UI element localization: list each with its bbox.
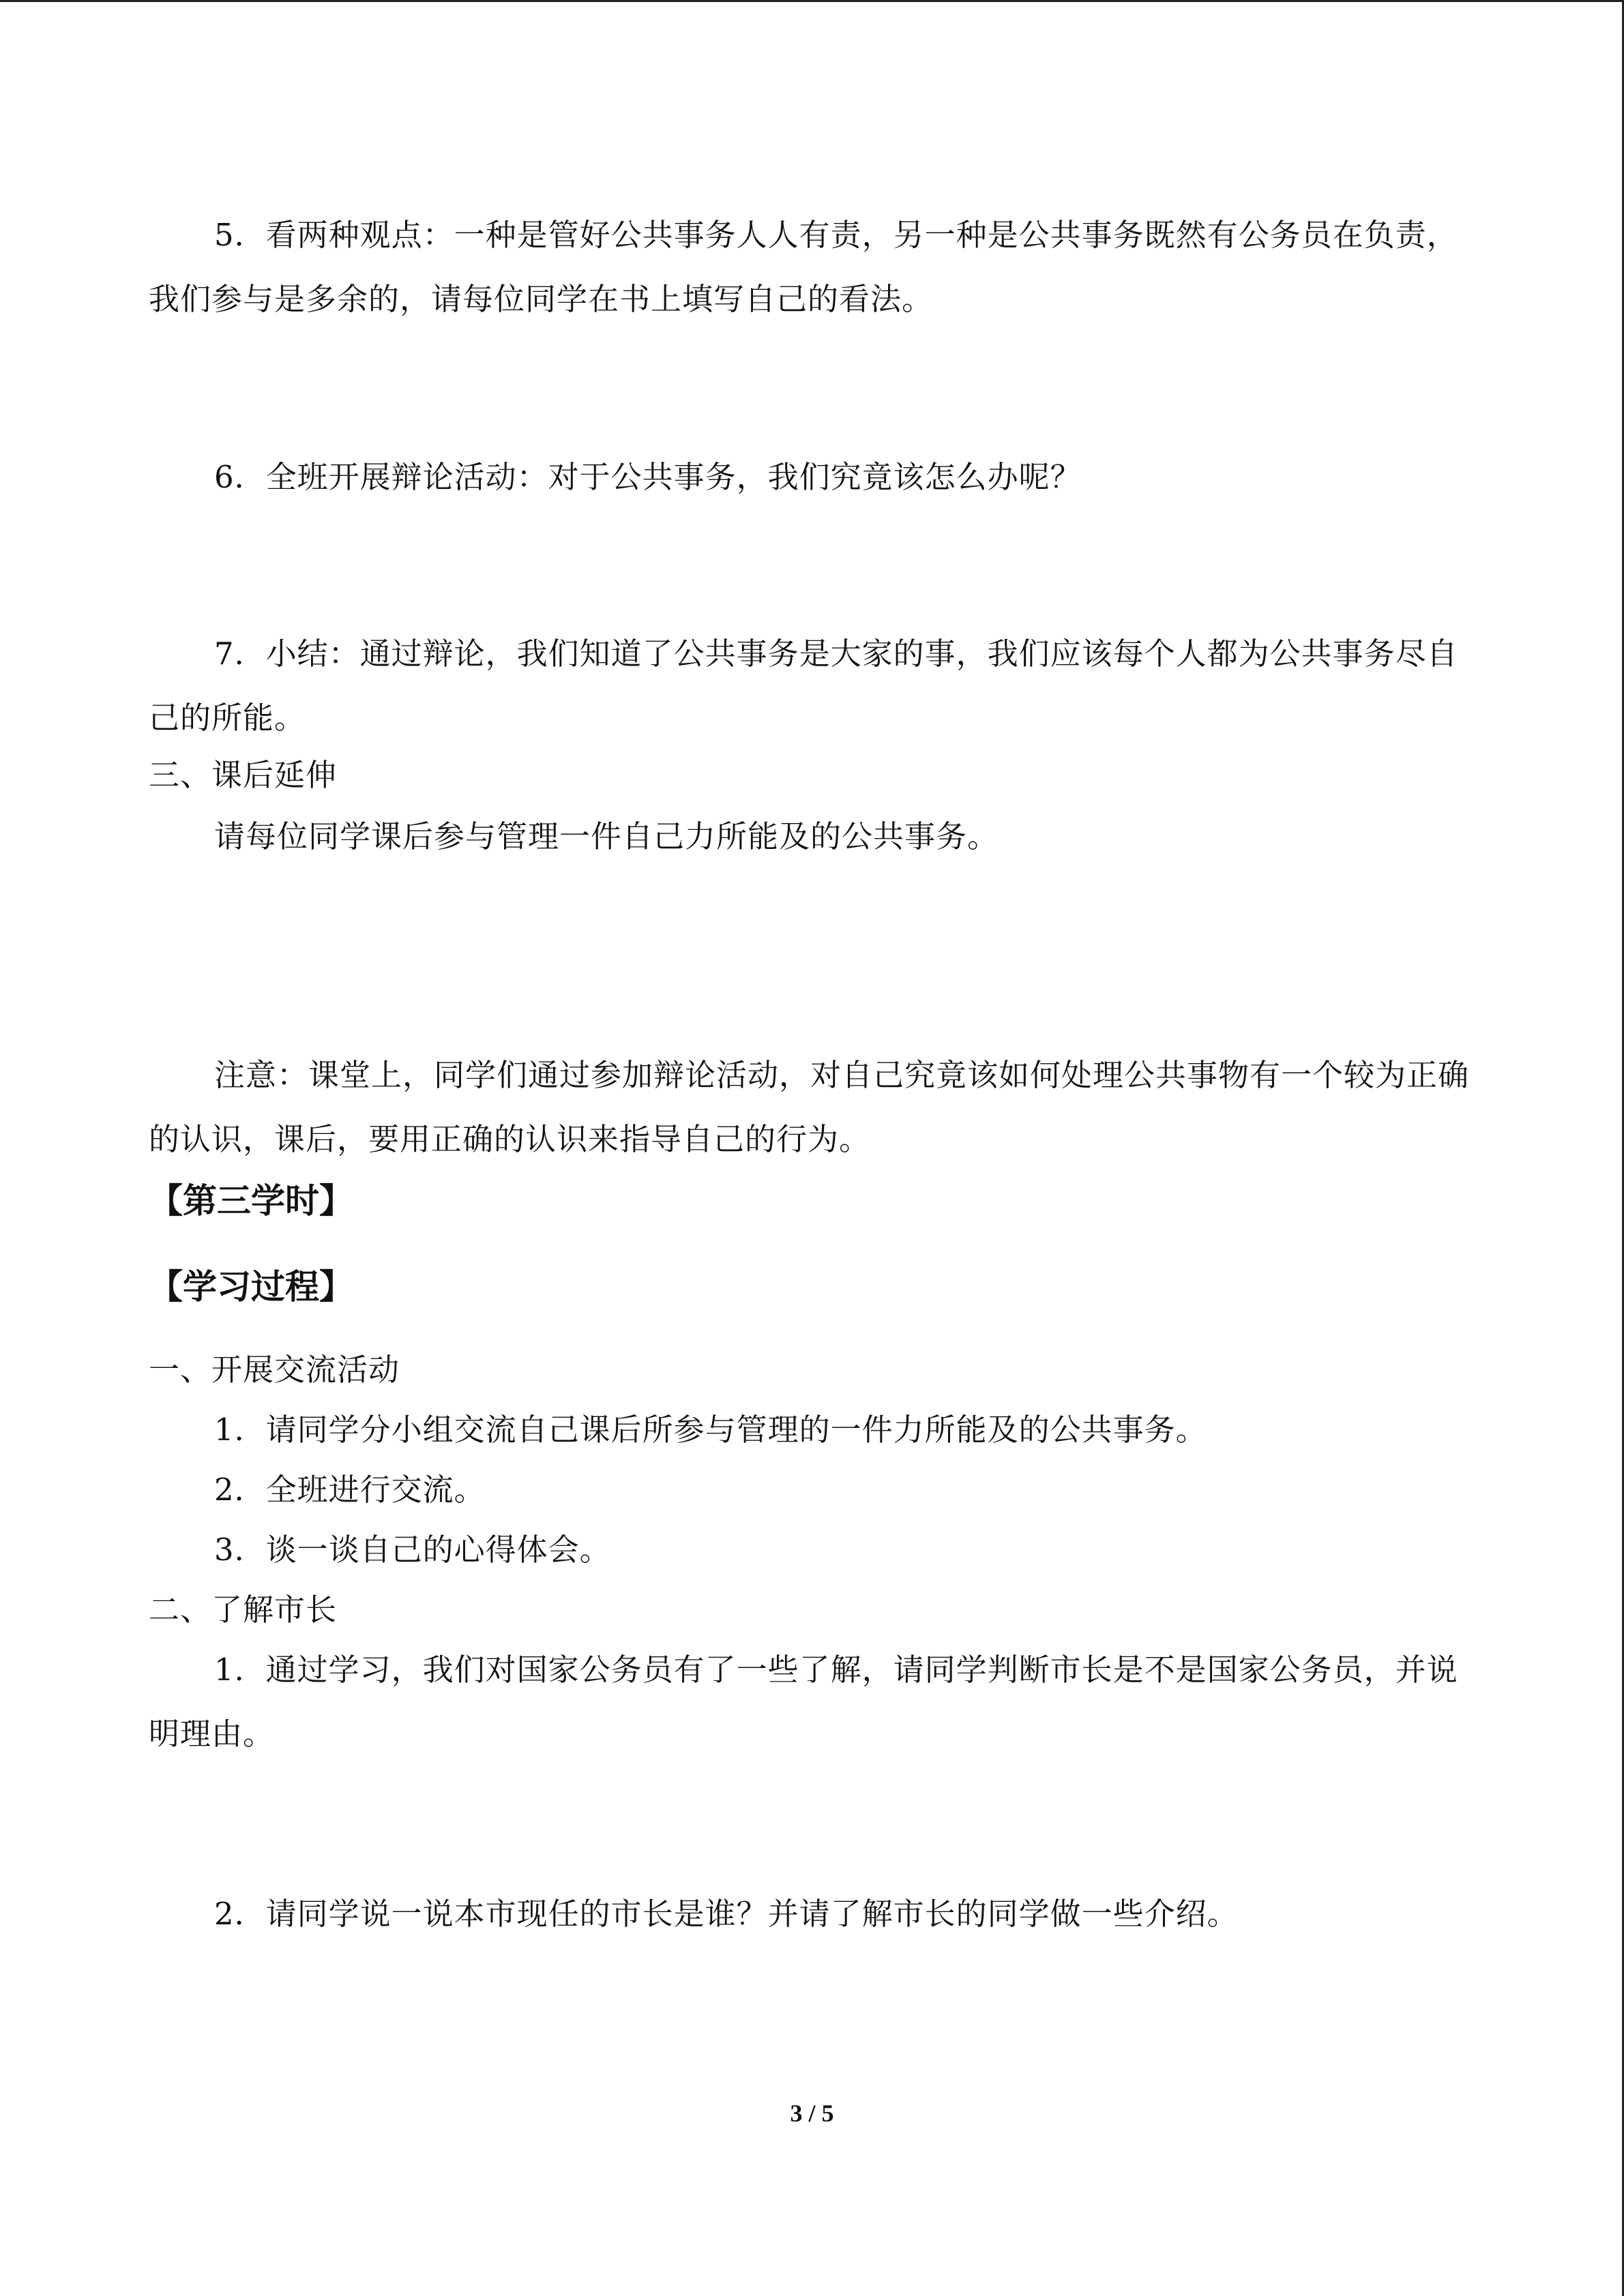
section-title-mayor: 二、了解市长 (149, 1592, 338, 1628)
page-number: 3 / 5 (790, 2100, 834, 2127)
list-item-mayor-2: 2．请同学说一说本市现任的市长是谁？并请了解市长的同学做一些介绍。 (214, 1896, 1239, 1932)
paragraph-item-6: 6．全班开展辩论活动：对于公共事务，我们究竟该怎么办呢？ (214, 459, 1082, 495)
page-top-border (0, 0, 1624, 2)
list-item-exchange-1: 1．请同学分小组交流自己课后所参与管理的一件力所能及的公共事务。 (214, 1412, 1207, 1448)
heading-learning-process: 【学习过程】 (149, 1267, 353, 1307)
section-title-extension: 三、课后延伸 (149, 757, 338, 793)
paragraph-extension: 请每位同学课后参与管理一件自己力所能及的公共事务。 (214, 818, 999, 854)
list-item-exchange-3: 3．谈一谈自己的心得体会。 (214, 1532, 611, 1568)
heading-lesson-3: 【第三学时】 (149, 1181, 353, 1221)
list-item-mayor-1: 1．通过学习，我们对国家公务员有了一些了解，请同学判断市长是不是国家公务员，并说明理由。 (149, 1652, 1458, 1752)
paragraph-item-7: 7．小结：通过辩论，我们知道了公共事务是大家的事，我们应该每个人都为公共事务尽自己的所能。 (149, 636, 1458, 736)
paragraph-note: 注意：课堂上，同学们通过参加辩论活动，对自己究竟该如何处理公共事物有一个较为正确的认识，课后，要用正确的认识来指导自己的行为。 (149, 1057, 1470, 1157)
list-item-exchange-2: 2．全班进行交流。 (214, 1472, 486, 1508)
paragraph-item-5: 5．看两种观点：一种是管好公共事务人人有责，另一种是公共事务既然有公务员在负责，我们参与是多余的，请每位同学在书上填写自己的看法。 (149, 217, 1458, 317)
section-title-exchange: 一、开展交流活动 (149, 1352, 400, 1388)
